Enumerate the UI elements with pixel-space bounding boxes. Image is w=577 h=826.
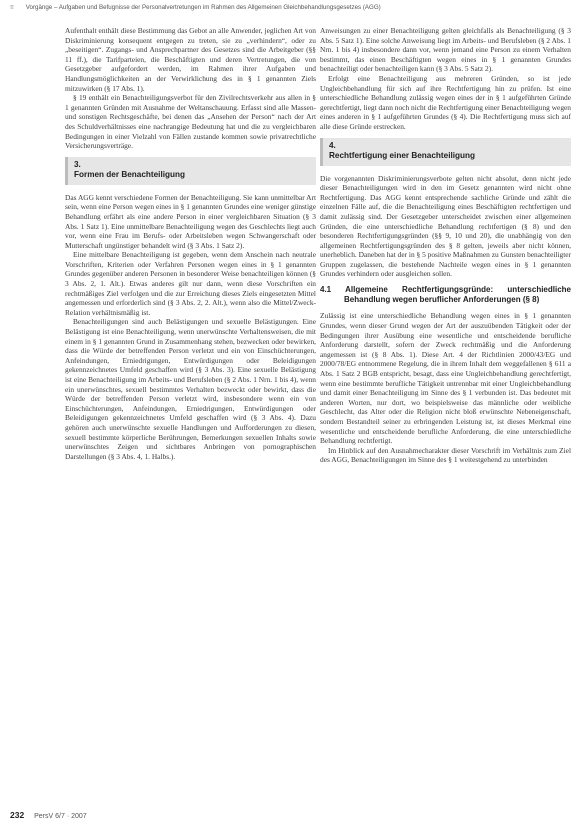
right-paragraph-5: Im Hinblick auf den Ausnahmecharakter dieser Vorschrift im Verhältnis zum Ziel des AGG, Benachteiligungen im Sinne des § 1 weitestgehend zu unterbinden bbox=[320, 445, 571, 465]
left-paragraph-3: Das AGG kennt verschiedene Formen der Benachteiligung. Sie kann unmittelbar Art sein, wenn eine Person wegen eines in § 1 genannten Grundes eine weniger günstige Behandlung erfährt als eine andere Person in einer vergleichbaren Situation (§ 3 Abs. 1 Satz 1). Eine unmittelbare Benachteiligung wegen des Geschlechts liegt auch vor, wenn eine Frau im Berufs- oder Arbeitsleben wegen Schwangerschaft oder Mutterschaft ungünstiger behandelt wird (§ 3 Abs. 1 Satz 2). bbox=[65, 192, 316, 250]
running-header-text: Vorgänge – Aufgaben und Befugnisse der Personalvertretungen im Rahmen des Allgemeinen Gleichbehandlungsgesetzes (AGG) bbox=[25, 4, 381, 11]
left-paragraph-4: Eine mittelbare Benachteiligung ist gegeben, wenn dem Anschein nach neutrale Vorschriften, Kriterien oder Verfahren Personen wegen eines in § 1 genannten Grundes gegenüber anderen Personen in besonderer Weise benachteiligen können (§ 3 Abs. 2, 1. Alt.). Etwas anderes gilt nur dann, wenn diese Vorschriften ein rechtmäßiges Ziel verfolgen und die zur Erreichung dieses Ziels eingesetzten Mittel angemessen und erforderlich sind (§ 3 Abs. 2, 2. Alt.), wenn also die Mittel/Zweck-Relation verhältnismäßig ist. bbox=[65, 250, 316, 317]
right-paragraph-1: Anweisungen zu einer Benachteiligung gelten gleichfalls als Benachteiligung (§ 3 Abs. 5 Satz 1). Eine solche Anweisung liegt im Arbeits- und Berufsleben (§ 2 Abs. 1 Nrn. 1 bis 4) insbesondere dann vor, wenn jemand eine Person zu einem Verhalten bestimmt, das einen Beschäftigten wegen eines in § 1 genannten Grundes benachteiligt oder benachteiligen kann (§ 3 Abs. 5 Satz 2). bbox=[320, 26, 571, 74]
right-paragraph-4: Zulässig ist eine unterschiedliche Behandlung wegen eines in § 1 genannten Grundes, wenn dieser Grund wegen der Art der auszuübenden Tätigkeit oder der Bedingungen ihrer Ausübung eine wesentliche und entscheidende berufliche Anforderung darstellt, sofern der Zweck rechtmäßig und die Anforderung angemessen ist (§ 8 Abs. 1). Diese Art. 4 der Richtlinien 2000/43/EG und 2000/78/EG entnommene Regelung, die in ihrem Inhalt dem weggefallenen § 611 a Abs. 1 Satz 2 BGB entspricht, besagt, dass eine Ungleichbehandlung gerechtfertigt, wenn eine bestimmte berufliche Tätigkeit untrennbar mit einer Ungleichbehandlung und damit einer Benachteiligung im Sinne des § 1 verbunden ist. Das bedeutet mit anderen Worten, nur dort, wo beispielsweise das männliche oder weibliche Geschlecht, das Alter oder die Religion nicht bloß erwünschte Nebeneigenschaft, sondern Bestandteil seiner zu erbringenden Leistung ist, ist dieses Merkmal eine wesentliche und entscheidende berufliche Anforderung, die eine unterschiedliche Behandlung rechtfertigt. bbox=[320, 311, 571, 446]
page-number: 232 bbox=[10, 810, 25, 820]
section-title: Rechtfertigung einer Benachteiligung bbox=[329, 151, 476, 161]
left-column bbox=[65, 26, 316, 461]
subsection-heading-4-1: 4.1 Allgemeine Rechtfertigungsgründe: unterschiedliche Behandlung wegen beruflicher Anforderungen (§ 8) bbox=[320, 285, 571, 305]
section-heading-3 bbox=[65, 157, 316, 185]
section-heading-4 bbox=[320, 138, 571, 166]
right-paragraph-2: Erfolgt eine Benachteiligung aus mehreren Gründen, so ist jede Ungleichbehandlung für sich auf ihre Rechtfertigung hin zu prüfen. Ist eine unterschiedliche Behandlung zulässig wegen eines der in § 1 aufgeführten Gründe gerechtfertigt, liegt dann noch nicht die Rechtfertigung einer Benachteiligung wegen eines anderen in § 1 aufgeführten Grundes (§ 4). Die Rechtfertigung muss sich auf alle diese Gründe erstrecken. bbox=[320, 73, 571, 131]
left-paragraph-1: Aufenthalt enthält diese Bestimmung das Gebot an alle Anwender, jeglichen Art von Diskriminierung konsequent entgegen zu treten, sie zu „verhindern“, oder zu „beseitigen“. Zugangs- und Ansprechpartner des Gesetzes sind die Arbeitgeber (§§ 11 ff.), die Tarifparteien, die Beschäftigten und deren Vertretungen, die von Gesetzgeber aufgefordert werden, im Rahmen ihrer Aufgaben und Handlungsmöglichkeiten an der Verwirklichung des in § 1 genannten Ziels mitzuwirken (§ 17 Abs. 1). bbox=[65, 26, 316, 93]
page-footer bbox=[10, 810, 310, 824]
left-paragraph-2: § 19 enthält ein Benachteiligungsverbot für den Zivilrechtsverkehr aus allen in § 1 genannten Gründen mit Ausnahme der Weltanschauung. Erfasst sind alle Massen- und sonstigen Rechtsgeschäfte, bei denen das „Ansehen der Person“ nach der Art des Schuldverhältnisses eine nachrangige Bedeutung hat und die zu vergleichbaren Bedingungen in einer Vielzahl von Fällen zustande kommen sowie privatrechtliche Versicherungsverträge. bbox=[65, 93, 316, 151]
journal-reference: PersV 6/7 · 2007 bbox=[34, 813, 87, 820]
header-symbol-icon: ≡ bbox=[10, 4, 14, 11]
right-column bbox=[320, 26, 571, 465]
left-paragraph-5: Benachteiligungen sind auch Belästigungen und sexuelle Belästigungen. Eine Belästigung ist eine Benachteiligung, wenn unerwünschte Verhaltensweisen, die mit einem in § 1 genannten Grund in Zusammenhang stehen, bezwecken oder bewirken, dass die Würde der betreffenden Person verletzt und ein von Einschüchterungen, Anfeindungen, Erniedrigungen, Entwürdigungen oder Beleidigungen gekennzeichnetes Umfeld geschaffen wird (§ 3 Abs. 3). Eine sexuelle Belästigung ist eine Benachteiligung im Arbeits- und Berufsleben (§ 2 Abs. 1 Nrn. 1 bis 4), wenn ein unerwünschtes, sexuell bestimmtes Verhalten bezweckt oder bewirkt, dass die Würde der betreffenden Person verletzt wird, insbesondere wenn ein von Einschüchterungen, Anfeindungen, Erniedrigungen, Entwürdigungen oder Beleidigungen gekennzeichnetes Umfeld geschaffen wird (§ 3 Abs. 4). Dazu gehören auch unerwünschte sexuelle Handlungen und Aufforderungen zu diesen, sexuell bestimmte körperliche Berührungen, Bemerkungen sexuellen Inhalts sowie unerwünschtes Zeigen und sichtbares Anbringen von pornographischen Darstellungen (§ 3 Abs. 4, 1. Halbs.). bbox=[65, 317, 316, 461]
section-title: Formen der Benachteiligung bbox=[74, 170, 185, 180]
running-header bbox=[10, 4, 570, 20]
right-paragraph-3: Die vorgenannten Diskriminierungsverbote gelten nicht absolut, denn nicht jede dieser Benachteiligungen wird in den im Gesetz genannten wird nicht ohne Rechtfertigung. Das AGG kennt entsprechende sachliche Gründe und zählt die einzelnen Fälle auf, die die Benachteiligung eines Beschäftigten rechtfertigen und damit zulässig sind. Der Gesetzgeber unterscheidet zwischen einer allgemeinen Gründen, die eine unterschiedliche Behandlung rechtfertigen (§ 8) und den besonderen Rechtfertigungsgründen (§§ 9, 10 und 20), die unabhängig von den allgemeinen Rechtfertigungsgründen des § 8 gelten, jeweils aber nicht können, unerheblich. Daneben hat der in § 5 positive Maßnahmen zu Gunsten benachteiligter Gruppen zugelassen, die bestehende Nachteile wegen eines in § 1 genannten Grundes verhindern oder ausgleichen sollen. bbox=[320, 173, 571, 279]
section-number: 3. bbox=[74, 159, 81, 169]
section-number: 4. bbox=[329, 140, 336, 150]
